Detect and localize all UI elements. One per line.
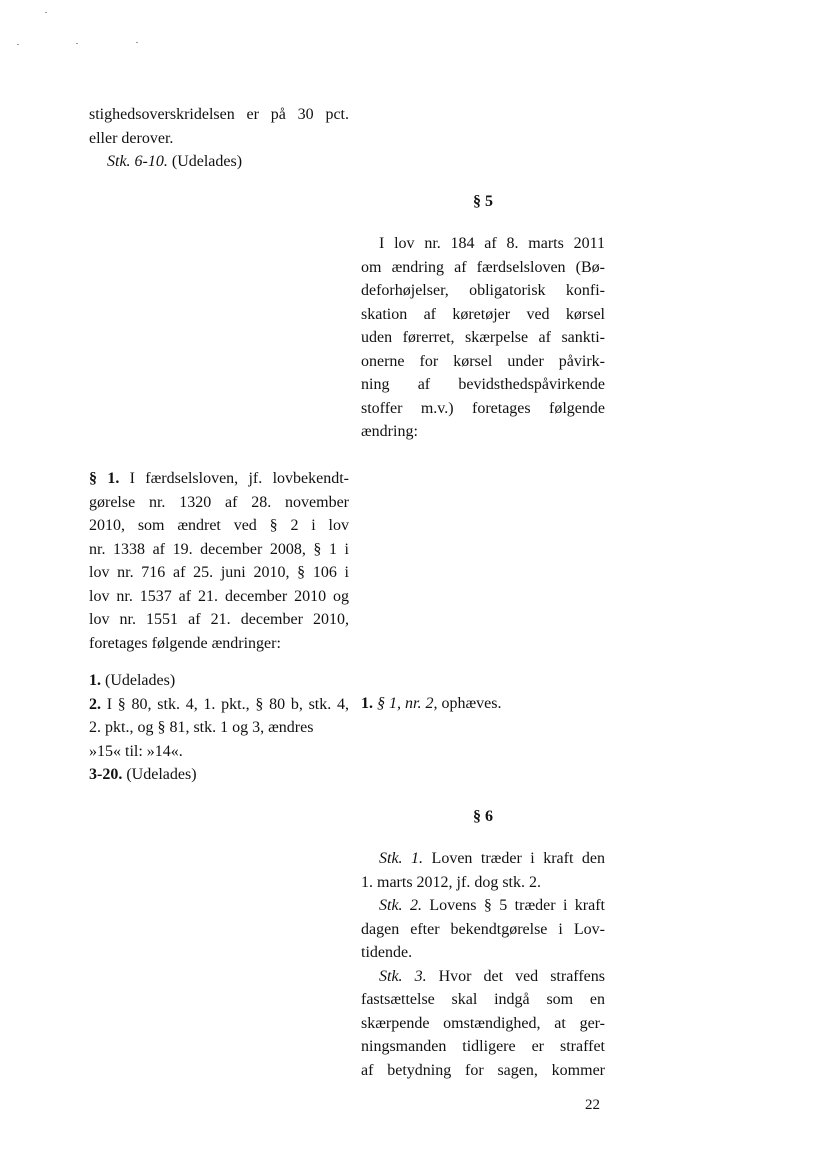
text-line: lov nr. 1537 af 21. december 2010 og: [89, 587, 349, 605]
section-5-text: [361, 232, 605, 444]
stk-label: Stk. 1.: [379, 850, 424, 867]
text-line: om ændring af færdselsloven (Bø-: [361, 258, 605, 276]
text-line: fastsættelse skal indgå som en: [361, 991, 605, 1008]
text-line: Stk. 3. Hvor det ved straffens: [379, 967, 606, 985]
list-item: 2. I § 80, stk. 4, 1. pkt., § 80 b, stk. 4,: [89, 695, 349, 713]
section-5-heading: § 5: [473, 193, 493, 210]
text-line: 2010, som ændret ved § 2 i lov: [89, 517, 349, 534]
text-line: skation af køretøjer ved kørsel: [361, 305, 605, 323]
text-line: lov nr. 1551 af 21. december 2010,: [89, 611, 349, 628]
text-line: gørelse nr. 1320 af 28. november: [89, 493, 349, 511]
scan-speck: [17, 44, 19, 45]
text-line: § 1. I færdselsloven, jf. lovbekendt-: [89, 470, 350, 487]
text-line: eller derover.: [89, 129, 174, 147]
text-line: stoffer m.v.) foretages følgende: [361, 399, 605, 417]
text-line: af betydning for sagen, kommer: [361, 1061, 605, 1079]
text-line: skærpende omstændighed, at ger-: [361, 1014, 605, 1032]
text-line: 2. pkt., og § 81, stk. 1 og 3, ændres: [89, 719, 314, 736]
text-line: onerne for kørsel under påvirk-: [361, 352, 605, 370]
text-line: 1. marts 2012, jf. dog stk. 2.: [361, 873, 541, 891]
text-line: Stk. 1. Loven træder i kraft den: [379, 850, 606, 867]
scan-speck: [76, 43, 78, 44]
section-5-change: 1. § 1, nr. 2, ophæves.: [361, 695, 502, 712]
text-line: ning af bevidsthedspåvirkende: [361, 376, 605, 393]
amendment-list: [89, 669, 349, 787]
text-line: dagen efter bekendtgørelse i Lov-: [361, 920, 605, 938]
section-6-text: [361, 847, 605, 1082]
section-1: [89, 467, 349, 655]
page-number: 22: [585, 1097, 600, 1113]
text-line: ningsmanden tidligere er straffet: [361, 1038, 605, 1055]
text-line: uden førerret, skærpelse af sankti-: [361, 329, 605, 346]
text-line: lov nr. 716 af 25. juni 2010, § 106 i: [89, 564, 349, 581]
stk-6-10-line: Stk. 6-10. (Udelades): [107, 153, 243, 170]
scan-speck: [45, 12, 47, 13]
section-6-heading: § 6: [473, 808, 493, 825]
text-line: foretages følgende ændringer:: [89, 634, 281, 652]
text-line: Stk. 2. Lovens § 5 træder i kraft: [379, 897, 606, 914]
stk-label: Stk. 3.: [379, 967, 427, 985]
scan-speck: [136, 42, 138, 43]
text-line: I lov nr. 184 af 8. marts 2011: [379, 235, 605, 252]
list-item: 3-20. (Udelades): [89, 766, 197, 783]
section-label: § 1.: [89, 470, 120, 487]
text-line: stighedsoverskridelsen er på 30 pct.: [89, 106, 349, 123]
reference: § 1, nr. 2,: [377, 695, 438, 712]
text-line: deforhøjelser, obligatorisk konfi-: [361, 282, 605, 299]
text-line: ændring:: [361, 423, 418, 440]
stk-label: Stk. 6-10.: [107, 153, 168, 170]
list-item: 1. (Udelades): [89, 672, 176, 689]
stk-label: Stk. 2.: [379, 897, 422, 914]
left-continuation: [89, 103, 349, 174]
text-line: »15« til: »14«.: [89, 742, 183, 760]
text-line: nr. 1338 af 19. december 2008, § 1 i: [89, 540, 349, 558]
text-line: tidende.: [361, 944, 413, 961]
